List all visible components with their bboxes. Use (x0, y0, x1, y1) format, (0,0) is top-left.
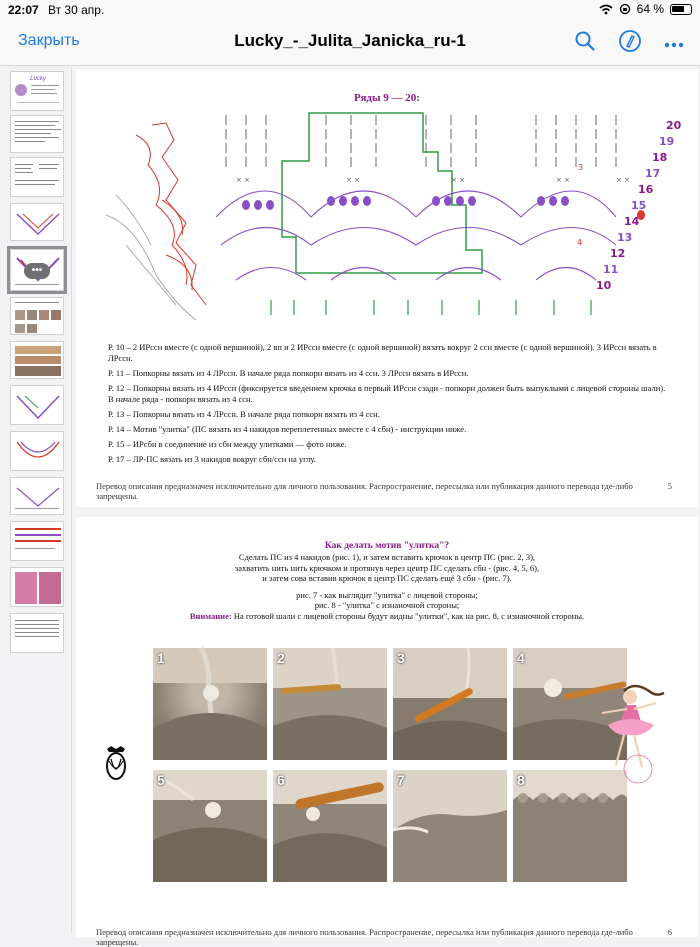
row-number-label: 18 (652, 151, 668, 164)
svg-text:× ×: × × (451, 176, 465, 184)
ballerina-illustration (594, 683, 670, 788)
svg-text:× ×: × × (346, 176, 360, 184)
page-thumbnail[interactable] (10, 341, 64, 379)
snail-instructions (76, 552, 698, 611)
step-photo-number: 7 (397, 772, 405, 788)
step-photo-7 (393, 770, 507, 882)
instructions (108, 342, 668, 469)
row-number-label: 13 (617, 231, 633, 244)
step-photo-number: 3 (397, 650, 405, 666)
instruction-row-12: Р. 12 – Попкорны вязать из 4 ИРссн (фиксируется введением крючка в первый ИРссн сзади - попкорн должен быть выпуклыми с лицевой стороны шали). В начале ряда - попкорн вязать из 4 ссн. (108, 383, 666, 404)
document-page-5 (76, 70, 698, 507)
document-page-6 (76, 517, 698, 947)
warning-text: На готовой шали с лицевой стороны будут видны "улитки", как на рис. 8, с изнаночной стороны. (233, 611, 585, 621)
row-number-label: 20 (666, 119, 682, 132)
snail-caption: рис. 8 - "улитка" с изнаночной стороны; (314, 600, 460, 610)
page-thumbnail[interactable] (10, 567, 64, 607)
markup-icon[interactable] (618, 29, 642, 58)
svg-text:3: 3 (578, 163, 584, 172)
step-photo-number: 6 (277, 772, 285, 788)
svg-text:× ×: × × (236, 176, 250, 184)
instruction-row-10: Р. 10 – 2 ИРссн вместе (с одной вершиной), 2 вп и 2 ИРссн вместе (с одной вершиной) вязать вокруг 2 ссн вместе (с одной вершиной). 3 ИРссн вязать в ЛРссн. (108, 342, 657, 363)
row-number-label: 12 (610, 247, 626, 260)
page-number: 5 (667, 481, 672, 491)
crochet-chart-diagram (96, 105, 682, 365)
document-title: Lucky_-_Julita_Janicka_ru-1 (234, 31, 466, 50)
battery-percent: 64 % (636, 2, 664, 16)
row-number-label: 16 (638, 183, 654, 196)
page-thumbnail-current[interactable] (10, 249, 64, 291)
svg-text:Lucky: Lucky (30, 76, 46, 82)
page-thumbnail[interactable] (10, 115, 64, 153)
page-thumbnail[interactable] (10, 385, 64, 425)
step-photo-number: 8 (517, 772, 525, 788)
search-icon[interactable] (574, 30, 596, 57)
row-number-label: 11 (603, 263, 619, 276)
battery-icon (670, 4, 692, 15)
snail-section-title: Как делать мотив "улитка"? (324, 541, 450, 551)
row-number-label: 17 (645, 167, 661, 180)
page-thumbnails-sidebar (0, 67, 72, 933)
step-photo-2 (273, 648, 387, 760)
snail-step-line: захватить нить нить крючком и протянув через центр ПС сделать сбн - (рис. 4, 5, 6), (234, 562, 540, 573)
status-date: Вт 30 апр. (48, 3, 105, 17)
warning-note (76, 611, 698, 621)
wifi-icon (599, 4, 613, 15)
step-photo-number: 2 (277, 650, 285, 666)
navigation-bar (0, 20, 700, 66)
svg-text:4: 4 (577, 238, 583, 247)
page-number: 6 (667, 927, 672, 937)
step-photo-1 (153, 648, 267, 760)
step-photo-number: 4 (517, 650, 525, 666)
snail-caption: рис. 7 - как выглядит "улитка" с лицевой стороны; (296, 589, 478, 600)
owl-logo (104, 745, 128, 786)
row-number-label: 19 (659, 135, 675, 148)
step-photo-3 (393, 648, 507, 760)
snail-step-line: и затем сова вставив крючок в центр ПС сделать ещё 3 сбн - (рис. 7). (262, 573, 512, 583)
close-button[interactable]: Закрыть (18, 32, 80, 49)
instruction-row-11: Р. 11 – Попкорны вязать из 4 ЛРссн. В начале ряда попкорн вязать из 4 ссн. 3 ЛРссн вязать в ИРссн. (108, 368, 469, 378)
diagram-title: Ряды 9 — 20: (354, 92, 420, 104)
status-time: 22:07 (8, 3, 39, 17)
thumbnail-more-icon[interactable]: ••• (24, 263, 50, 279)
page-thumbnail[interactable] (10, 203, 64, 241)
page-thumbnail[interactable] (10, 157, 64, 197)
svg-text:× ×: × × (556, 176, 570, 184)
snail-photo-grid (153, 648, 629, 886)
orientation-lock-icon (619, 3, 631, 15)
instruction-row-14: Р. 14 – Мотив "улитка" (ПС вязать из 4 накидов переплетенных вместе с 4 сбн) - инструкции ниже. (108, 424, 467, 434)
instruction-row-17: Р. 17 – ЛР-ПС вязать из 3 накидов вокруг сбн/ссн на углу. (108, 454, 316, 464)
instruction-row-13: Р. 13 – Попкорны вязать из 4 ЛРссн. В начале ряда попкорн вязать из 4 ссн. (108, 409, 380, 419)
step-photo-6 (273, 770, 387, 882)
step-photo-number: 5 (157, 772, 165, 788)
row-number-label: 10 (596, 279, 612, 292)
footer-text: Перевод описания предназначен исключительно для личного пользования. Распространение, пересылка или публикация данного перевода где-либо запрещены. (96, 927, 633, 947)
status-indicators (599, 2, 692, 16)
warning-label: Внимание: (189, 611, 232, 621)
step-photo-5 (153, 770, 267, 882)
row-number-label: 14 (624, 215, 640, 228)
more-icon[interactable] (664, 35, 684, 53)
page-thumbnail[interactable] (10, 477, 64, 515)
footer-text: Перевод описания предназначен исключительно для личного пользования. Распространение, пересылка или публикация данного перевода где-либо запрещены. (96, 481, 633, 501)
page-footer (96, 927, 672, 947)
step-photo-number: 1 (157, 650, 165, 666)
page-thumbnail[interactable] (10, 71, 64, 111)
row-number-label: 15 (631, 199, 647, 212)
page-footer (96, 481, 672, 501)
page-thumbnail[interactable] (10, 613, 64, 653)
snail-step-line: Сделать ПС из 4 накидов (рис. 1), и затем вставить крючок в центр ПС (рис. 2, 3), (238, 552, 536, 562)
status-bar (0, 0, 700, 20)
page-thumbnail[interactable] (10, 521, 64, 561)
svg-text:× ×: × × (616, 176, 630, 184)
instruction-row-15: Р. 15 – ИРсбн в соединение из сбн между улитками — фото ниже. (108, 439, 347, 449)
page-thumbnail[interactable] (10, 297, 64, 335)
page-thumbnail[interactable] (10, 431, 64, 471)
